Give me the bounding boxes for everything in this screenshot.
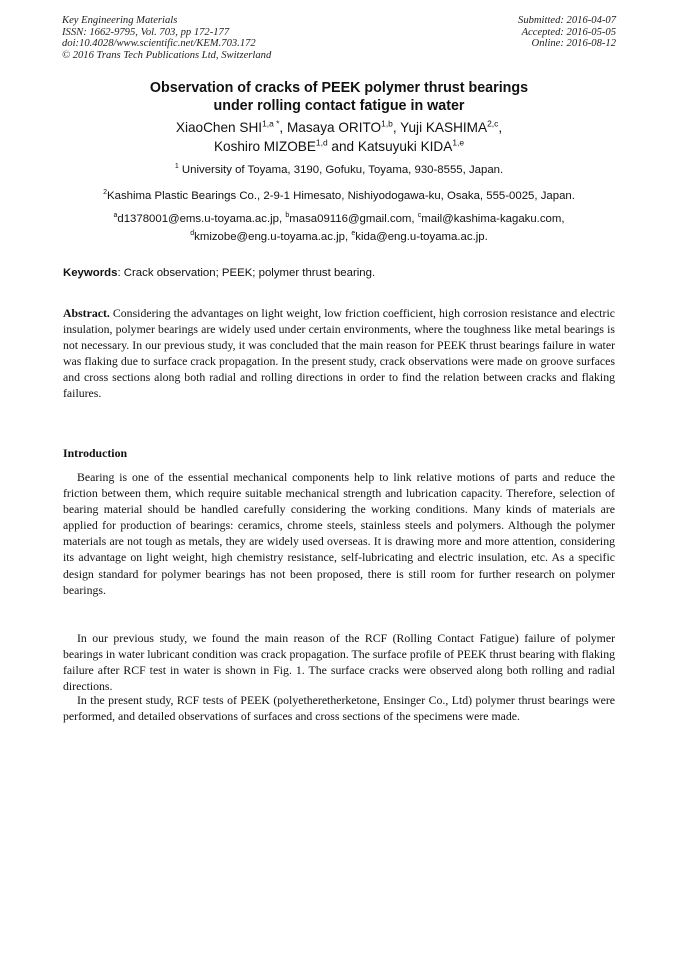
submitted-date: Submitted: 2016-04-07 bbox=[518, 15, 616, 26]
abstract-text: Considering the advantages on light weight, low friction coefficient, high corrosion resistance and electric insulation, polymer bearings are widely used under certain environments, where the toughness like metal bearings is not necessary. In our previous study, it was concluded that the main reason for PEEK thrust bearings failure in water was flaking due to surface crack propagation. In the present study, crack observations were made on groove surfaces and cross sections along both radial and rolling directions in order to find the relation between cracks and flaking failures. bbox=[63, 306, 615, 401]
author-sup: 1,d bbox=[315, 137, 328, 148]
accepted-date: Accepted: 2016-05-05 bbox=[521, 26, 616, 38]
abstract-label: Abstract. bbox=[63, 306, 110, 320]
dates-info bbox=[518, 15, 616, 50]
affiliation-2 bbox=[30, 189, 648, 204]
author-line-2: Koshiro MIZOBE$^{1,d}$ and Katsuyuki KIDA$^{1,e}$ bbox=[213, 137, 465, 154]
affiliation-text: Kashima Plastic Bearings Co., 2-9-1 Himesato, Nishiyodogawa-ku, Osaka, 555-0025, Japan. bbox=[107, 190, 575, 202]
email-address: masa09116@gmail.com bbox=[289, 213, 412, 225]
journal-name: Key Engineering Materials bbox=[62, 15, 178, 26]
intro-paragraph-1: Bearing is one of the essential mechanical components help to link relative motions of parts and reduce the friction between them, which require suitable mechanical strength and lubrication capacity. Therefore, selection of bearing material should be handled carefully considering the working conditions. Many kinds of materials are applied for production of bearings: ceramics, chrome steels, stainless steels and polymers. Although the polymer materials are not tough as metals, they are widely used overseas. It is drawing more and more attention, considering its advantage on light weight, high chemistry resistance, self-lubricating and electric insulation, etc. As a specific design standard for polymer bearings has not been proposed, there is still room for further research on polymer bearings. bbox=[63, 470, 615, 597]
author-sup: 1,e bbox=[452, 137, 465, 148]
affiliation-text: University of Toyama, 3190, Gofuku, Toyama, 930-8555, Japan. bbox=[178, 164, 504, 176]
email-address: kmizobe@eng.u-toyama.ac.jp bbox=[194, 231, 345, 243]
author-name: Masaya ORITO bbox=[286, 120, 382, 135]
author-sup: 1,a * bbox=[262, 118, 280, 129]
author-name: XiaoChen SHI bbox=[175, 120, 263, 135]
doi-line: doi:10.4028/www.scientific.net/KEM.703.172 bbox=[62, 38, 256, 50]
author-name: Koshiro MIZOBE bbox=[213, 139, 316, 154]
email-address: mail@kashima-kagaku.com bbox=[421, 213, 562, 225]
online-date: Online: 2016-08-12 bbox=[531, 38, 616, 50]
author-name: Yuji KASHIMA bbox=[400, 120, 488, 135]
keywords-label: Keywords bbox=[63, 267, 118, 279]
author-line-1: XiaoChen $SHI^{1,a *}$, Masaya ORITO$^{1,b}$, Yuji KASHIMA$^{2,c}$, bbox=[175, 118, 503, 135]
author-sup: 1,b bbox=[381, 118, 393, 129]
paper-title bbox=[40, 79, 638, 115]
affiliation-sup: 1 bbox=[174, 163, 179, 171]
affiliation-1 bbox=[30, 163, 648, 178]
email-line-2: $^d$kmizobe@eng.u-toyama.ac.jp, $^e$kida@eng.u-toyama.ac.jp. bbox=[190, 230, 488, 243]
email-line-1: $^a$d1378001@ems.u-toyama.ac.jp, $^b$masa09116@gmail.com, $^c$mail@kashima-kagaku.com, bbox=[113, 212, 565, 225]
intro-paragraph-2: In our previous study, we found the main reason of the RCF (Rolling Contact Fatigue) failure of polymer bearings in water lubricant condition was crack propagation. The surface profile of PEEK thrust bearing with flaking failure after RCF test in water is shown in Fig. 1. The surface cracks were observed along both rolling and radial directions. bbox=[63, 631, 615, 694]
author-sup: 2,c bbox=[487, 118, 499, 129]
section-heading-introduction: Introduction bbox=[63, 446, 128, 460]
author-list bbox=[40, 118, 638, 156]
title-line-2: under rolling contact fatigue in water bbox=[213, 98, 465, 114]
journal-info bbox=[62, 15, 271, 61]
author-name: Katsuyuki KIDA bbox=[357, 139, 453, 154]
keywords bbox=[63, 267, 375, 279]
email-list bbox=[30, 212, 648, 245]
email-address: kida@eng.u-toyama.ac.jp. bbox=[355, 231, 488, 243]
issn-line: ISSN: 1662-9795, Vol. 703, pp 172-177 bbox=[62, 26, 230, 38]
copyright-line: © 2016 Trans Tech Publications Ltd, Switzerland bbox=[62, 49, 272, 61]
abstract bbox=[63, 305, 615, 402]
keywords-text: : Crack observation; PEEK; polymer thrust bearing. bbox=[117, 267, 376, 279]
title-line-1: Observation of cracks of PEEK polymer thrust bearings bbox=[149, 80, 529, 96]
intro-paragraph-3: In the present study, RCF tests of PEEK (polyetheretherketone, Ensinger Co., Ltd) polymer thrust bearings were performed, and detailed observations of surfaces and cross sections of the specimens were made. bbox=[63, 693, 615, 724]
email-address: d1378001@ems.u-toyama.ac.jp bbox=[117, 213, 279, 225]
affiliation-sup: 2 bbox=[103, 189, 108, 197]
